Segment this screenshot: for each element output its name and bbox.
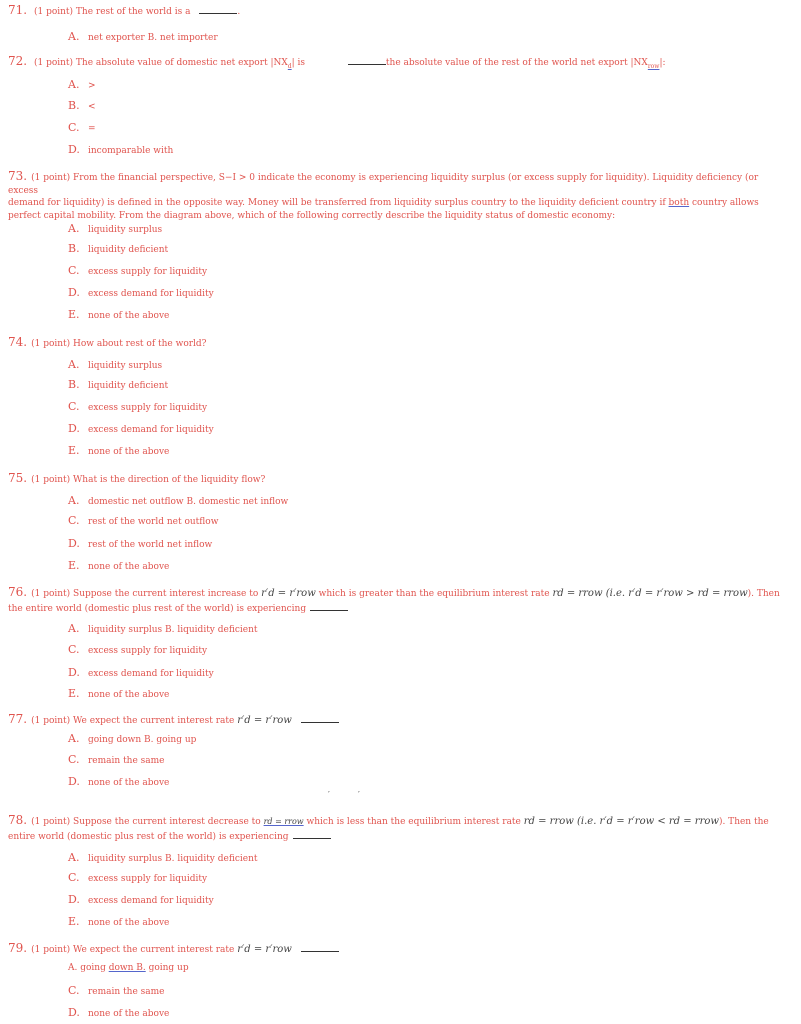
text-span: liquidity surplus	[88, 225, 163, 235]
text-span: 73.	[8, 169, 28, 183]
answer-blank[interactable]	[301, 942, 339, 952]
option-a[interactable]	[68, 732, 196, 745]
option-d[interactable]	[68, 1006, 169, 1019]
text-span: d	[287, 62, 292, 70]
text-span: (1 point) How about rest of the world?	[31, 339, 207, 349]
text-span: remain the same	[88, 987, 165, 997]
option-a[interactable]	[68, 622, 258, 635]
option-e[interactable]	[68, 915, 169, 928]
text-span: A.	[68, 358, 80, 371]
text-span: going down B. going up	[88, 735, 197, 745]
text-span: excess supply for liquidity	[88, 267, 208, 277]
option-a[interactable]	[68, 30, 218, 43]
text-span: 77.	[8, 712, 28, 726]
option-a[interactable]	[68, 222, 162, 235]
text-span: the absolute value of the rest of the world net export |NX	[385, 58, 648, 68]
option-d[interactable]	[68, 893, 214, 906]
text-span: incomparable with	[88, 146, 174, 156]
question-71	[8, 4, 787, 19]
text-span: going up	[145, 963, 189, 973]
question-73	[8, 170, 787, 222]
text-span: liquidity deficient	[88, 381, 169, 391]
answer-blank[interactable]	[199, 4, 237, 14]
text-span: rest of the world net outflow	[88, 517, 219, 527]
text-span: remain the same	[88, 756, 165, 766]
text-span: (1 point) The absolute value of domestic net export |NX	[33, 58, 288, 68]
option-c[interactable]	[68, 871, 207, 884]
text-span: (1 point) We expect the current interest rate	[31, 716, 235, 726]
text-span: none of the above	[88, 778, 170, 788]
option-d[interactable]	[68, 286, 214, 299]
text-span: excess supply for liquidity	[88, 403, 208, 413]
option-c[interactable]	[68, 400, 207, 413]
text-span: C.	[68, 871, 80, 884]
text-span: A.	[68, 222, 80, 235]
text-span: A.	[68, 851, 80, 864]
text-span: both	[668, 198, 690, 208]
text-span: 74.	[8, 335, 28, 349]
option-d[interactable]	[68, 537, 212, 550]
text-span: liquidity surplus B. liquidity deficient	[88, 854, 258, 864]
text-span: B.	[68, 242, 80, 255]
question-76	[8, 586, 787, 615]
text-span: A.	[68, 30, 80, 43]
option-d[interactable]	[68, 422, 214, 435]
answer-blank[interactable]	[348, 55, 386, 65]
text-span: A. going	[68, 963, 109, 973]
option-e[interactable]	[68, 308, 169, 321]
option-b[interactable]	[68, 242, 168, 255]
text-span: A.	[68, 732, 80, 745]
option-c[interactable]	[68, 264, 207, 277]
text-span: the entire world (domestic plus rest of the world) is experiencing	[8, 603, 307, 614]
text-span: entire world (domestic plus rest of the world) is experiencing	[8, 831, 289, 842]
text-span: | is	[291, 58, 306, 68]
stray-mark: ′	[358, 790, 360, 799]
text-span: (1 point) Suppose the current interest decrease to	[31, 817, 261, 827]
question-78	[8, 814, 787, 843]
option-e[interactable]	[68, 559, 169, 572]
math-expression: r′d = r′row	[261, 588, 316, 599]
math-expression: rd = rrow (i.e. r′d = r′row < rd = rrow	[523, 816, 719, 827]
math-expression: r′d = r′row	[237, 715, 292, 726]
text-span: E.	[68, 687, 80, 700]
text-span: rest of the world net inflow	[88, 540, 213, 550]
option-c[interactable]	[68, 121, 96, 134]
option-e[interactable]	[68, 687, 169, 700]
option-a[interactable]	[68, 358, 162, 371]
text-span: E.	[68, 308, 80, 321]
option-c[interactable]	[68, 984, 165, 997]
text-span: net exporter B. net importer	[88, 33, 218, 43]
option-a[interactable]	[68, 78, 96, 91]
answer-blank[interactable]	[301, 713, 339, 723]
text-span: row	[647, 62, 660, 70]
option-a[interactable]	[68, 963, 189, 973]
option-d[interactable]	[68, 666, 214, 679]
option-c[interactable]	[68, 643, 207, 656]
text-span: which is less than the equilibrium interest rate	[306, 817, 521, 827]
option-c[interactable]	[68, 514, 218, 527]
text-span: liquidity surplus	[88, 361, 163, 371]
answer-blank[interactable]	[293, 829, 331, 839]
option-b[interactable]	[68, 99, 96, 112]
text-span: .	[237, 7, 241, 17]
text-span: |:	[659, 58, 666, 68]
text-span: D.	[68, 775, 80, 788]
question-74	[8, 336, 787, 351]
text-span: C.	[68, 121, 80, 134]
text-span: =	[88, 124, 96, 134]
text-span: D.	[68, 286, 80, 299]
text-span: C.	[68, 984, 80, 997]
question-number: 71.	[8, 3, 28, 17]
text-span: D.	[68, 893, 80, 906]
question-72	[8, 55, 787, 73]
text-span: D.	[68, 422, 80, 435]
text-span: down B.	[108, 963, 146, 973]
text-span: D.	[68, 1006, 80, 1019]
question-79	[8, 942, 787, 957]
text-span: none of the above	[88, 447, 170, 457]
text-span: excess demand for liquidity	[88, 669, 214, 679]
text-span: A.	[68, 622, 80, 635]
text-span: C.	[68, 514, 80, 527]
text-span: E.	[68, 915, 80, 928]
text-span: none of the above	[88, 690, 170, 700]
text-span: ). Then	[747, 589, 780, 599]
text-span: D.	[68, 143, 80, 156]
text-span: C.	[68, 753, 80, 766]
text-span: (1 point) From the financial perspective, S−I > 0 indicate the economy is experiencing liquidity surplus (or excess supply for liquidity). Liquidity deficiency (or excess	[8, 173, 759, 196]
option-c[interactable]	[68, 753, 165, 766]
text-span: >	[88, 81, 96, 91]
stray-mark: ′	[328, 790, 330, 799]
text-span: A.	[68, 494, 80, 507]
text-span: excess demand for liquidity	[88, 896, 214, 906]
text-span: B.	[68, 99, 80, 112]
math-expression: r′d = r′row	[237, 944, 292, 955]
text-span: none of the above	[88, 562, 170, 572]
option-e[interactable]	[68, 444, 169, 457]
text-span: none of the above	[88, 311, 170, 321]
text-span: country allows	[689, 198, 759, 208]
text-span: liquidity deficient	[88, 245, 169, 255]
option-b[interactable]	[68, 378, 168, 391]
question-75	[8, 472, 787, 487]
math-expression: rd = rrow (i.e. r′d = r′row > rd = rrow	[552, 588, 748, 599]
text-span: (1 point) What is the direction of the liquidity flow?	[31, 475, 266, 485]
option-d[interactable]	[68, 775, 169, 788]
text-span: liquidity surplus B. liquidity deficient	[88, 625, 258, 635]
text-span: domestic net outflow B. domestic net inflow	[88, 497, 289, 507]
question-77	[8, 713, 787, 728]
text-span: B.	[68, 378, 80, 391]
text-span: demand for liquidity) is defined in the opposite way. Money will be transferred from liquidity surplus country to the liquidity deficient country if	[8, 198, 669, 208]
text-span: 78.	[8, 813, 28, 827]
text-span: (1 point) Suppose the current interest increase to	[31, 589, 259, 599]
text-span: 72.	[8, 54, 28, 68]
answer-blank[interactable]	[310, 601, 348, 611]
text-span: A.	[68, 78, 80, 91]
option-a[interactable]	[68, 494, 288, 507]
text-span: C.	[68, 264, 80, 277]
option-d[interactable]	[68, 143, 173, 156]
text-span: 76.	[8, 585, 28, 599]
math-expression: rd = rrow	[263, 817, 304, 826]
text-span: none of the above	[88, 1009, 170, 1019]
text-span: C.	[68, 643, 80, 656]
option-a[interactable]	[68, 851, 258, 864]
text-span: perfect capital mobility. From the diagram above, which of the following correctly describe the liquidity status of domestic economy:	[8, 210, 616, 221]
text-span: excess supply for liquidity	[88, 646, 208, 656]
text-span: none of the above	[88, 918, 170, 928]
text-span: (1 point) We expect the current interest rate	[31, 945, 235, 955]
text-span: excess demand for liquidity	[88, 425, 214, 435]
text-span: ). Then the	[718, 817, 769, 827]
text-span: E.	[68, 444, 80, 457]
text-span: C.	[68, 400, 80, 413]
text-span: which is greater than the equilibrium interest rate	[318, 589, 550, 599]
question-text: (1 point) The rest of the world is a	[33, 7, 191, 17]
text-span: <	[88, 102, 96, 112]
text-span: excess supply for liquidity	[88, 874, 208, 884]
text-span: D.	[68, 537, 80, 550]
text-span: E.	[68, 559, 80, 572]
text-span: excess demand for liquidity	[88, 289, 214, 299]
text-span: 79.	[8, 941, 28, 955]
text-span: 75.	[8, 471, 28, 485]
text-span: D.	[68, 666, 80, 679]
